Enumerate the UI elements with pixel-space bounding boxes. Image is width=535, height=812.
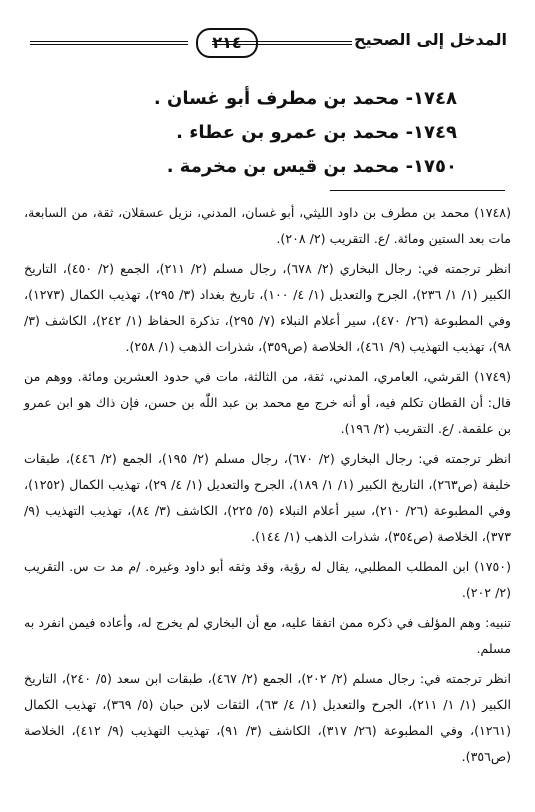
- note-1748-bio: (١٧٤٨) محمد بن مطرف بن داود الليثي، أبو غسان، المدني، نزيل عسقلان، ثقة، من السابعة، مات بعد الستين ومائة. /ع. التقريب (٢/ ٢٠٨).: [24, 205, 511, 246]
- page-number-badge: ٢١٤: [196, 28, 258, 58]
- running-header: [30, 28, 507, 58]
- footnote-divider: [330, 190, 505, 191]
- note-1749-sources: انظر ترجمته في: رجال البخاري (٢/ ٦٧٠)، رجال مسلم (٢/ ١٩٥)، الجمع (٢/ ٤٤٦)، طبقات خليفة (ص٢٦٣)، التاريخ الكبير (١/ ١/ ١٨٩)، الجرح والتعديل (١/ ٤/ ٢٩)، تهذيب الكمال (١٢٥٢)، وفي المطبوعة (٢٦/ ٢١٠)، سير أعلام النبلاء (٥/ ٢٢٥)، الكاشف (٣/ ٨٤)، تهذيب التهذيب (٩/ ٣٧٣)، الخلاصة (ص٣٥٤)، شذرات الذهب (١/ ١٤٤).: [24, 451, 512, 544]
- footnotes: [24, 200, 511, 774]
- entry-1749: ١٧٤٩- محمد بن عمرو بن عطاء .: [176, 122, 457, 143]
- entry-1748: ١٧٤٨- محمد بن مطرف أبو غسان .: [153, 88, 457, 109]
- note-1749-bio: (١٧٤٩) القرشي، العامري، المدني، ثقة، من الثالثة، مات في حدود العشرين ومائة. ووهم من قال: أن القطان تكلم فيه، أو أنه خرج مع محمد بن عبد اللّٰه بن حسن، فإن ذاك هو ابن عمرو بن علقمة. /ع. التقريب (٢/ ١٩٦).: [24, 369, 511, 436]
- note-1750-sources: انظر ترجمته في: رجال مسلم (٢/ ٢٠٢)، الجمع (٢/ ٤٦٧)، طبقات ابن سعد (٥/ ٢٤٠)، التاريخ الكبير (١/ ١/ ٢١١)، الجرح والتعديل (١/ ٤/ ٦٣)، الثقات لابن حبان (٥/ ٣٦٩)، تهذيب الكمال (١٢٦١)، وفي المطبوعة (٢٦/ ٣١٧)، الكاشف (٣/ ٩١)، تهذيب التهذيب (٩/ ٤١٢)، الخلاصة (ص٣٥٦).: [24, 671, 512, 764]
- header-rule-left: [30, 41, 188, 45]
- note-1750-warning: تنبيه: وهم المؤلف في ذكره ممن اتفقا عليه، مع أن البخاري لم يخرج له، وأعاده فيمن انفرد به مسلم.: [24, 615, 511, 656]
- main-entries: [77, 82, 457, 184]
- entry-1750: ١٧٥٠- محمد بن قيس بن مخرمة .: [166, 156, 457, 177]
- note-1750-bio: (١٧٥٠) ابن المطلب المطلبي، يقال له رؤية، وقد وثقه أبو داود وغيره. /م مد ت س. التقريب (٢/ ٢٠٢).: [24, 559, 511, 600]
- note-1748-sources: انظر ترجمته في: رجال البخاري (٢/ ٦٧٨)، رجال مسلم (٢/ ٢١١)، الجمع (٢/ ٤٥٠)، التاريخ الكبير (١/ ١/ ٢٣٦)، الجرح والتعديل (١/ ٤/ ١٠٠)، تاريخ بغداد (٣/ ٢٩٥)، تهذيب الكمال (١٢٧٣)، وفي المطبوعة (٢٦/ ٤٧٠)، سير أعلام النبلاء (٧/ ٢٩٥)، تذكرة الحفاظ (١/ ٢٤٢)، الكاشف (٣/ ٩٨)، تهذيب التهذيب (٩/ ٤٦١)، الخلاصة (ص٣٥٩)، شذرات الذهب (١/ ٢٥٨).: [24, 261, 512, 354]
- book-title: المدخل إلى الصحيح: [354, 30, 507, 49]
- header-rule-right: [212, 41, 352, 45]
